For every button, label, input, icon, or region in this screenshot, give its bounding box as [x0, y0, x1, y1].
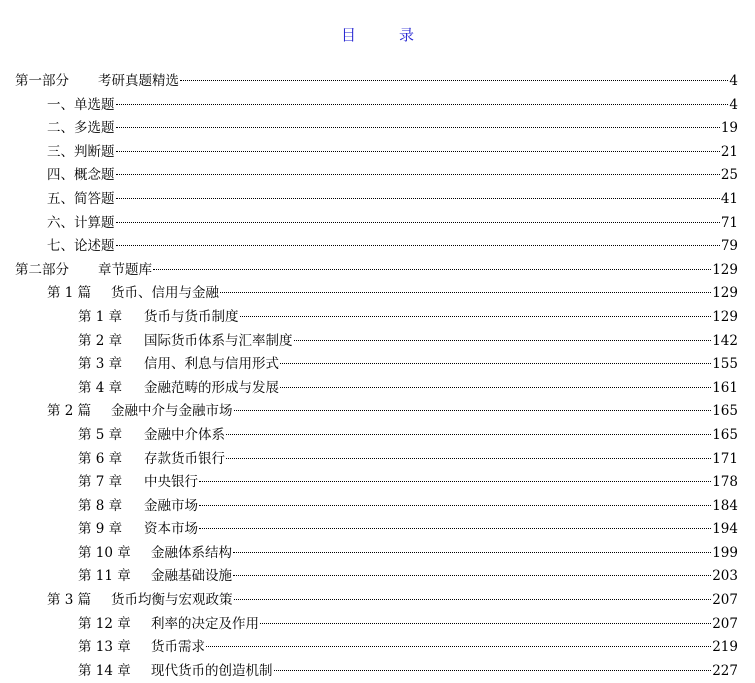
entry-number: 第一部分: [15, 73, 69, 89]
entry-page: 4: [729, 73, 738, 89]
toc-entry-chapter[interactable]: [0, 353, 755, 377]
entry-text: 现代货币的创造机制: [151, 662, 273, 679]
toc-entry-section[interactable]: [0, 188, 755, 212]
toc-entry-chapter[interactable]: [0, 377, 755, 401]
dot-leader: [199, 481, 711, 482]
dot-leader: [116, 222, 720, 223]
entry-number: 第 11 章: [78, 568, 131, 585]
entry-page: 129: [712, 261, 738, 278]
entry-number: 第 2 章: [78, 332, 123, 349]
toc-title: 目 录: [340, 26, 428, 44]
toc-entry-chapter[interactable]: [0, 565, 755, 589]
entry-page: 203: [712, 568, 738, 585]
entry-text: 货币需求: [151, 639, 205, 656]
entry-page: 227: [712, 662, 738, 679]
entry-text: 金融中介体系: [144, 426, 225, 443]
entry-page: 155: [712, 356, 738, 373]
entry-text: 存款货币银行: [144, 450, 225, 467]
toc-entry-chapter[interactable]: [0, 636, 755, 660]
toc-entry-section[interactable]: [0, 141, 755, 165]
entry-label: [78, 306, 239, 330]
entry-text: 国际货币体系与汇率制度: [144, 332, 293, 349]
dot-leader: [153, 269, 711, 270]
entry-number: 第 5 章: [78, 426, 123, 443]
toc-entry-section[interactable]: [0, 212, 755, 236]
toc-entry-chapter[interactable]: [0, 471, 755, 495]
toc-entry-section[interactable]: [0, 117, 755, 141]
entry-page: 199: [712, 544, 738, 561]
entry-number: 第 7 章: [78, 474, 123, 491]
dot-leader: [206, 646, 711, 647]
entry-label: [78, 565, 232, 589]
entry-number: 第 9 章: [78, 521, 123, 538]
entry-text: 考研真题精选: [98, 73, 179, 89]
entry-label: [78, 377, 279, 401]
entry-page: 25: [720, 167, 738, 184]
entry-page: 207: [712, 592, 738, 609]
entry-number: 第 10 章: [78, 544, 131, 561]
entry-page: 142: [712, 332, 738, 349]
dot-leader: [234, 410, 712, 411]
dot-leader: [226, 458, 711, 459]
entry-page: 178: [712, 474, 738, 491]
toc-entry-chapter[interactable]: [0, 660, 755, 683]
entry-number: 第 6 章: [78, 450, 123, 467]
entry-label: [78, 636, 205, 660]
entry-text: 资本市场: [144, 521, 198, 538]
entry-text: 章节题库: [98, 261, 152, 278]
entry-text: 利率的决定及作用: [151, 615, 259, 632]
entry-text: 五、简答题: [47, 190, 115, 207]
entry-page: 79: [720, 238, 738, 255]
entry-label: [78, 353, 279, 377]
entry-text: 一、单选题: [47, 96, 115, 113]
entry-number: 第 1 篇: [47, 285, 92, 302]
entry-text: 金融基础设施: [151, 568, 232, 585]
entry-page: 19: [720, 120, 738, 137]
entry-label: [47, 282, 219, 306]
toc-entry-section[interactable]: [0, 164, 755, 188]
toc-entry-chapter[interactable]: [0, 542, 755, 566]
toc-entry-chapter[interactable]: [0, 306, 755, 330]
entry-label: [78, 660, 273, 683]
entry-text: 货币与货币制度: [144, 308, 239, 325]
dot-leader: [199, 528, 711, 529]
toc-entry-volume[interactable]: [0, 400, 755, 424]
dot-leader: [199, 505, 711, 506]
entry-page: 171: [712, 450, 738, 467]
dot-leader: [220, 292, 711, 293]
entry-text: 金融范畴的形成与发展: [144, 379, 279, 396]
entry-number: 第 3 篇: [47, 592, 92, 609]
entry-text: 信用、利息与信用形式: [144, 356, 279, 373]
entry-label: [15, 259, 152, 283]
entry-page: 4: [729, 96, 738, 113]
dot-leader: [116, 104, 729, 105]
entry-page: 184: [712, 497, 738, 514]
entry-page: 41: [720, 190, 738, 207]
entry-page: 161: [712, 379, 738, 396]
entry-label: [78, 448, 225, 472]
dot-leader: [234, 599, 712, 600]
entry-label: [47, 400, 233, 424]
entry-text: 货币、信用与金融: [111, 285, 219, 302]
entry-label: [78, 424, 225, 448]
dot-leader: [116, 174, 720, 175]
entry-label: [47, 589, 233, 613]
toc-entry-chapter[interactable]: [0, 330, 755, 354]
entry-label: [78, 471, 198, 495]
dot-leader: [274, 670, 712, 671]
entry-label: [78, 518, 198, 542]
entry-page: 219: [712, 639, 738, 656]
dot-leader: [260, 623, 711, 624]
toc-entry-chapter[interactable]: [0, 424, 755, 448]
entry-number: 第 12 章: [78, 615, 131, 632]
toc-entry-part[interactable]: [0, 70, 755, 94]
entry-page: 129: [712, 285, 738, 302]
entry-text: 七、论述题: [47, 238, 115, 255]
dot-leader: [116, 198, 720, 199]
entry-number: 第 4 章: [78, 379, 123, 396]
entry-page: 71: [720, 214, 738, 231]
entry-number: 第 13 章: [78, 639, 131, 656]
dot-leader: [116, 245, 720, 246]
entry-page: 21: [720, 143, 738, 160]
entry-text: 三、判断题: [47, 143, 115, 160]
dot-leader: [294, 340, 712, 341]
dot-leader: [116, 151, 720, 152]
entry-page: 129: [712, 308, 738, 325]
dot-leader: [240, 316, 712, 317]
entry-text: 货币均衡与宏观政策: [111, 592, 233, 609]
entry-text: 四、概念题: [47, 167, 115, 184]
toc-entry-part[interactable]: [0, 259, 755, 283]
entry-text: 金融市场: [144, 497, 198, 514]
entry-number: 第 14 章: [78, 662, 131, 679]
dot-leader: [180, 80, 728, 81]
entry-page: 165: [712, 426, 738, 443]
dot-leader: [116, 127, 720, 128]
toc-entry-section[interactable]: [0, 94, 755, 118]
entry-page: 207: [712, 615, 738, 632]
entry-number: 第 1 章: [78, 308, 123, 325]
entry-number: 第 2 篇: [47, 403, 92, 420]
toc-entry-chapter[interactable]: [0, 613, 755, 637]
toc-entry-chapter[interactable]: [0, 448, 755, 472]
entry-text: 金融体系结构: [151, 544, 232, 561]
entry-page: 194: [712, 521, 738, 538]
entry-page: 165: [712, 403, 738, 420]
toc-entry-chapter[interactable]: [0, 495, 755, 519]
entry-text: 六、计算题: [47, 214, 115, 231]
entry-label: [78, 613, 259, 637]
dot-leader: [226, 434, 711, 435]
entry-number: 第二部分: [15, 261, 69, 278]
toc-entry-section[interactable]: [0, 235, 755, 259]
entry-label: [78, 542, 232, 566]
entry-text: 二、多选题: [47, 120, 115, 137]
toc-entry-volume[interactable]: [0, 282, 755, 306]
dot-leader: [233, 552, 711, 553]
entry-text: 中央银行: [144, 474, 198, 491]
toc-entry-chapter[interactable]: [0, 518, 755, 542]
entry-number: 第 8 章: [78, 497, 123, 514]
entry-label: [15, 70, 179, 94]
dot-leader: [233, 575, 711, 576]
dot-leader: [280, 363, 711, 364]
entry-label: [78, 495, 198, 519]
dot-leader: [280, 387, 711, 388]
toc-list: [0, 70, 755, 683]
entry-text: 金融中介与金融市场: [111, 403, 233, 420]
entry-label: [78, 330, 293, 354]
entry-number: 第 3 章: [78, 356, 123, 373]
toc-entry-volume[interactable]: [0, 589, 755, 613]
